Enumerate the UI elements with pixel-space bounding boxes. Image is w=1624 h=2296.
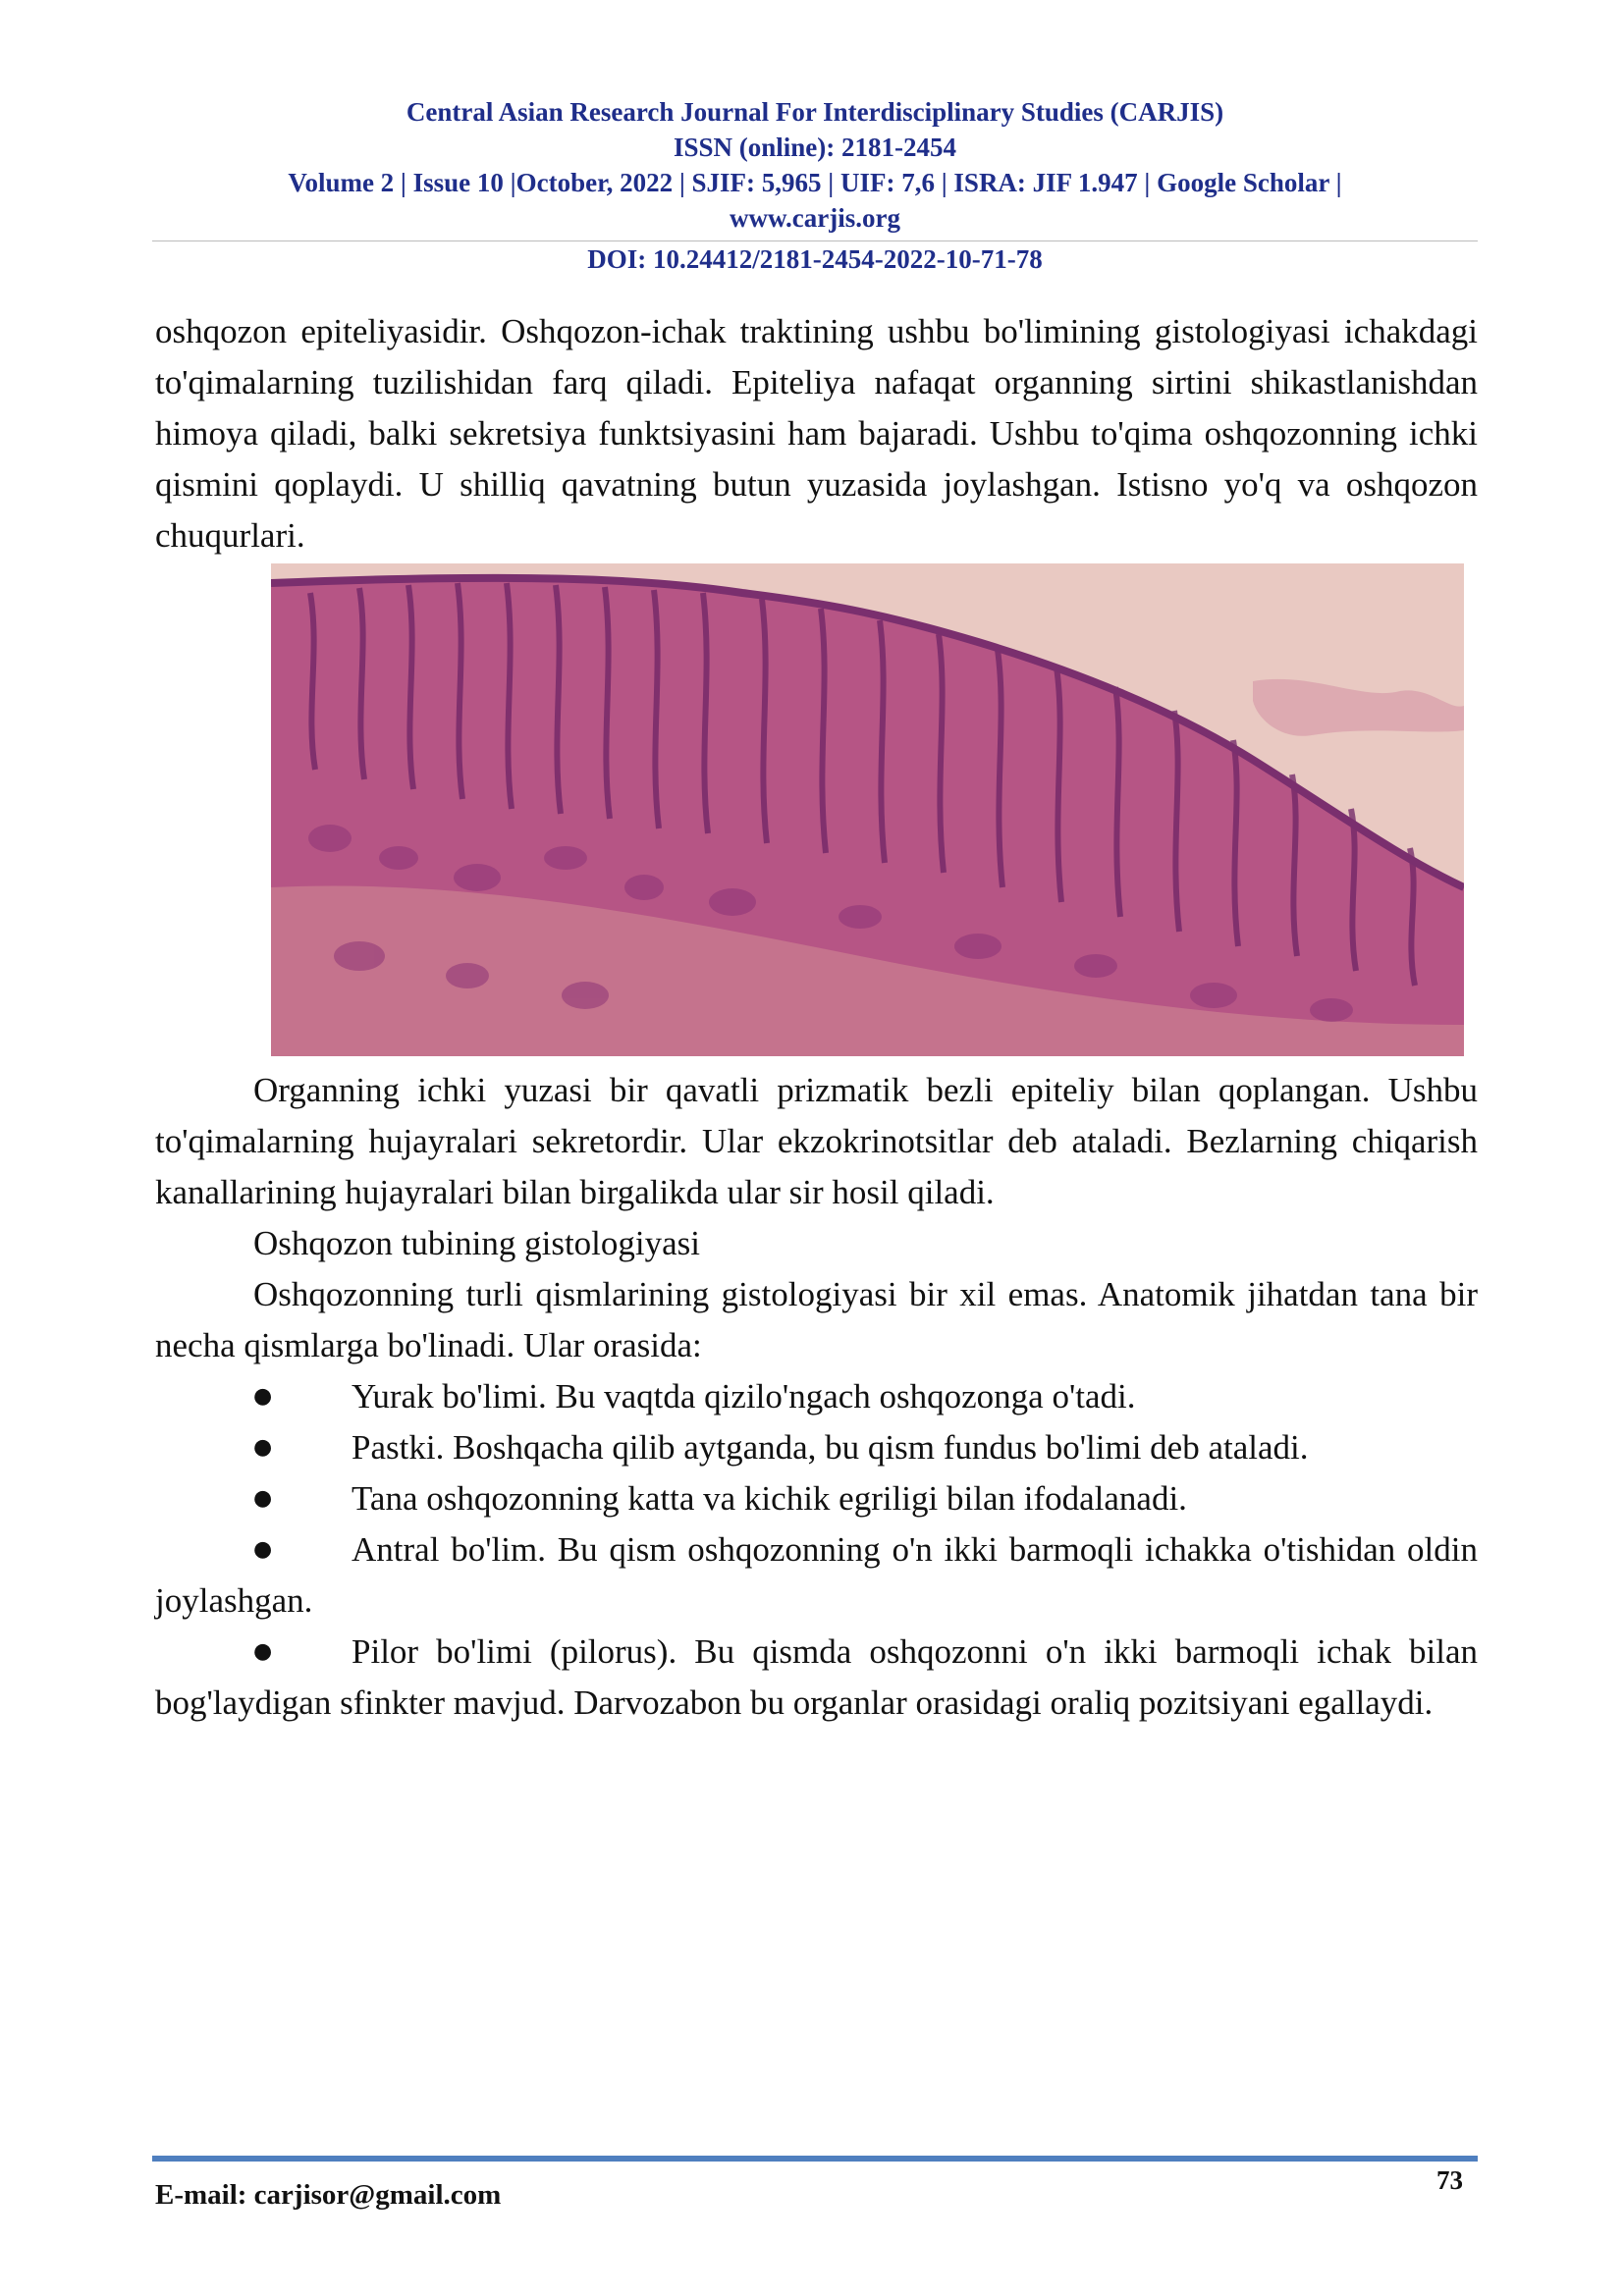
list-item: [155, 1371, 1478, 1422]
body-paragraph-2: Organning ichki yuzasi bir qavatli prizmatik bezli epiteliy bilan qoplangan. Ushbu to'qimalarning hujayralari sekretordir. Ular ekzokrinotsitlar deb ataladi. Bezlarning chiqarish kanallarining hujayralari bilan birgalikda ular sir hosil qiladi.: [155, 1071, 1478, 1211]
list-item-text: Pilor bo'limi (pilorus). Bu qismda oshqozonni o'n ikki barmoqli ichak bilan bog'laydigan sfinkter mavjud. Darvozabon bu organlar orasidagi oraliq pozitsiyani egallaydi.: [155, 1632, 1478, 1722]
bullet-icon: ●: [253, 1537, 273, 1562]
journal-title: Central Asian Research Journal For Interdisciplinary Studies (CARJIS): [406, 97, 1224, 127]
list-item-text: Tana oshqozonning katta va kichik egriligi bilan ifodalanadi.: [352, 1479, 1187, 1518]
list-item-text: Yurak bo'limi. Bu vaqtda qizilo'ngach oshqozonga o'tadi.: [352, 1377, 1136, 1415]
list-item-text: Pastki. Boshqacha qilib aytganda, bu qism fundus bo'limi deb ataladi.: [352, 1428, 1309, 1467]
doi-line[interactable]: DOI: 10.24412/2181-2454-2022-10-71-78: [587, 244, 1043, 274]
journal-header: [152, 94, 1478, 236]
body-text-lower: [155, 1065, 1478, 1729]
list-item: [155, 1422, 1478, 1473]
bullet-icon: ●: [253, 1384, 273, 1409]
journal-issn: ISSN (online): 2181-2454: [673, 133, 957, 162]
page-number: 73: [1436, 2165, 1463, 2195]
histology-figure: [271, 563, 1464, 1056]
paragraph-text: oshqozon epiteliyasidir. Oshqozon-ichak traktining ushbu bo'limining gistologiyasi ichakdagi to'qimalarning tuzilishidan farq qiladi. Epiteliya nafaqat organning sirtini shikastlanishdan himoya qiladi, balki sekretsiya funktsiyasini ham bajaradi. Ushbu to'qima oshqozonning ichki qismini qoplaydi. U shilliq qavatning butun yuzasida joylashgan. Istisno yo'q va oshqozon chuqurlari.: [155, 312, 1478, 555]
list-item: [155, 1627, 1478, 1729]
journal-volume-line: Volume 2 | Issue 10 |October, 2022 | SJIF: 5,965 | UIF: 7,6 | ISRA: JIF 1.947 | Google Scholar |: [288, 168, 1342, 197]
body-paragraph-3: Oshqozonning turli qismlarining gistologiyasi bir xil emas. Anatomik jihatdan tana bir necha qismlarga bo'linadi. Ular orasida:: [155, 1275, 1478, 1364]
list-item: [155, 1473, 1478, 1524]
footer-divider: [152, 2156, 1478, 2162]
body-paragraph-1: [155, 306, 1478, 561]
bullet-icon: ●: [253, 1435, 273, 1460]
footer-email[interactable]: E-mail: carjisor@gmail.com: [155, 2179, 502, 2211]
list-item: [155, 1524, 1478, 1627]
subheading: Oshqozon tubining gistologiyasi: [253, 1224, 700, 1262]
journal-website-link[interactable]: www.carjis.org: [730, 203, 900, 233]
bullet-icon: ●: [253, 1639, 273, 1664]
bullet-icon: ●: [253, 1486, 273, 1511]
list-item-text: Antral bo'lim. Bu qism oshqozonning o'n ikki barmoqli ichakka o'tishidan oldin joylashgan.: [155, 1530, 1478, 1620]
